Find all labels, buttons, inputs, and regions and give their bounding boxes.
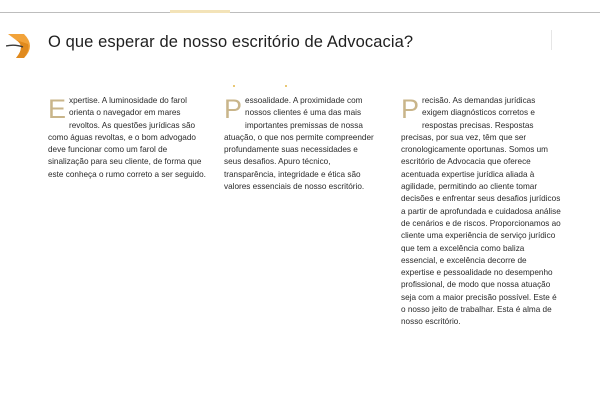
dropcap: P (401, 94, 420, 124)
section-header (0, 26, 600, 62)
page-title: O que esperar de nosso escritório de Advocacia? (48, 33, 414, 51)
dropcap: P (224, 94, 243, 124)
column-text: xpertise. A luminosidade do farol orienta o navegador em mares revoltos. As questões jurídicas são como águas revoltas, e o bom advogado deve funcionar como um farol de sinalização para seu cliente, de forma que este conheça o rumo correto a ser seguido. (48, 96, 206, 179)
column-text: recisão. As demandas jurídicas exigem diagnósticos corretos e respostas precisas. Respostas precisas, por sua vez, têm que ser cronologicamente oportunas. Somos um escritório de Advocacia que oferece acentuada expertise jurídica aliada à agilidade, permitindo ao cliente tomar decisões e enfrentar seus desafios jurídicos a partir de aprofundada e cuidadosa análise de cenários e de riscos. Proporcionamos ao cliente uma experiência de serviço jurídico que tem a excelência como baliza essencial, e excelência decorre de expertise e pessoalidade no desempenho profissional, de modo que nossa atuação seja com a maior precisão possível. Este é o nosso jeito de trabalhar. Esta é alma de nosso escritório. (401, 96, 561, 327)
decorative-dot (233, 85, 235, 87)
decorative-dot (285, 85, 287, 87)
column-pessoalidade (224, 95, 374, 193)
header-divider (551, 30, 552, 50)
top-divider (0, 12, 600, 13)
dropcap: E (48, 94, 67, 124)
column-text: essoalidade. A proximidade com nossos clientes é uma das mais importantes premissas de nossa atuação, o que nos permite compreender profundamente suas necessidades e seus desafios. Apuro técnico, transparência, integridade e ética são valores essenciais de nosso escritório. (224, 96, 374, 192)
chevron-logo-icon (6, 30, 40, 62)
top-accent-bar (170, 10, 230, 13)
column-expertise (48, 95, 208, 181)
column-precisao (401, 95, 561, 329)
